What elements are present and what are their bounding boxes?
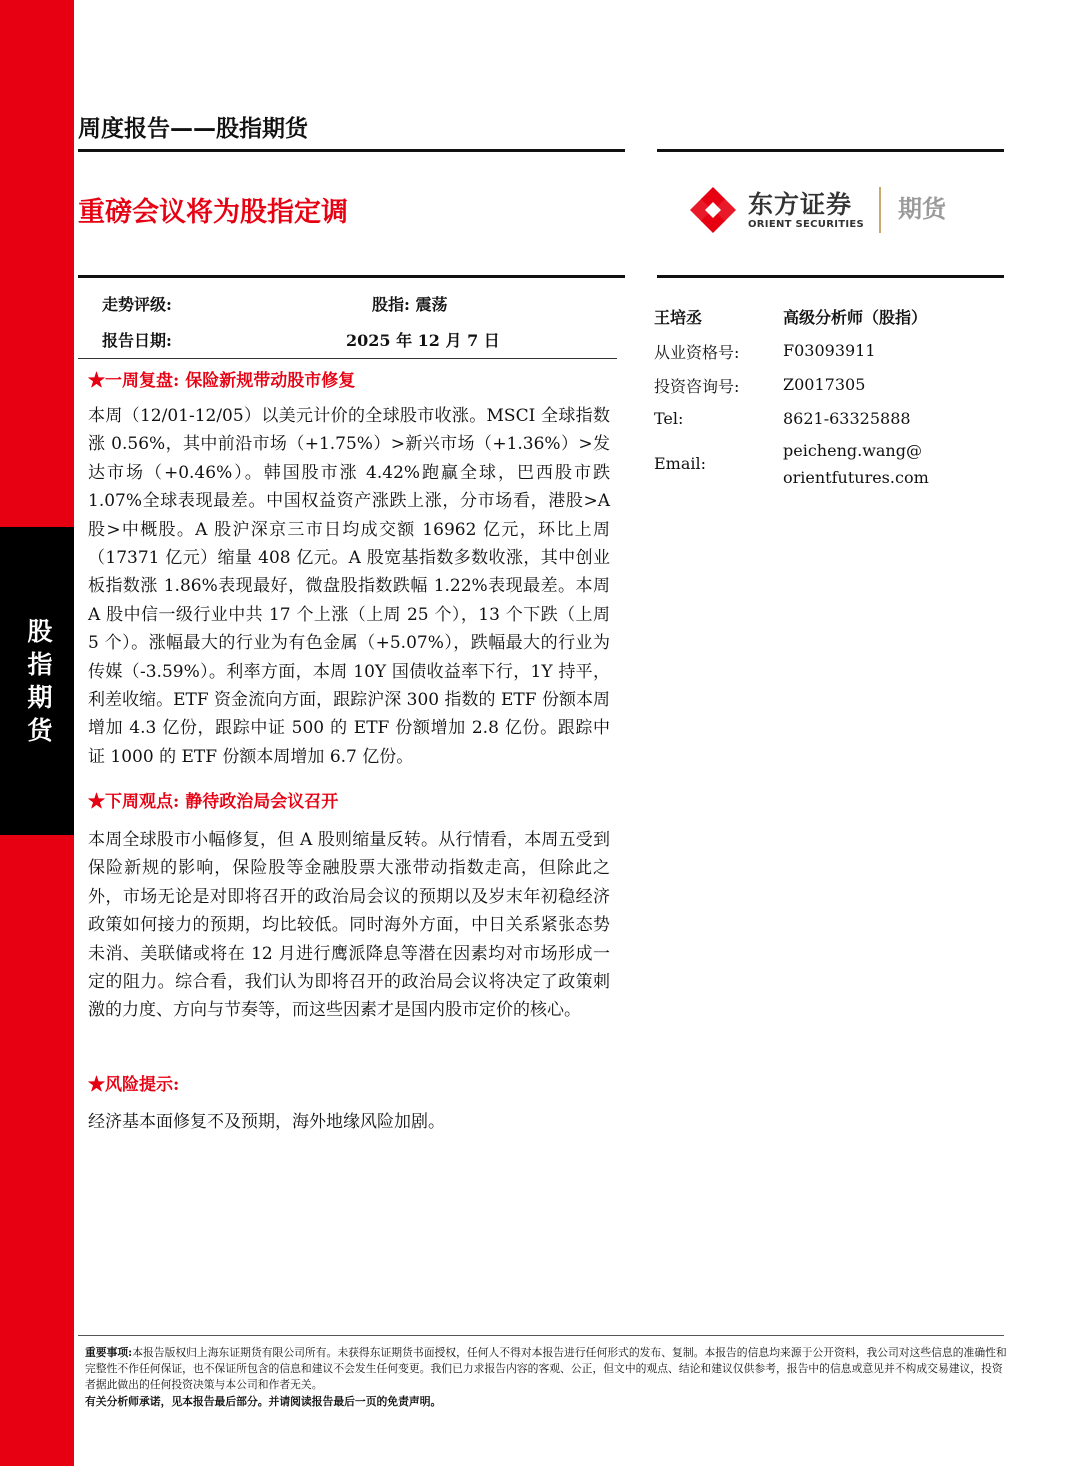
logo-divider xyxy=(879,187,881,233)
page-title: 重磅会议将为股指定调 xyxy=(78,197,348,228)
advisor-value: Z0017305 xyxy=(783,375,866,394)
tel-label: Tel: xyxy=(654,409,684,428)
email-value-line1[interactable]: peicheng.wang@ xyxy=(783,441,922,460)
email-label: Email: xyxy=(654,454,707,473)
side-tag-char: 期 xyxy=(27,683,53,712)
advisor-label: 投资咨询号: xyxy=(654,377,740,396)
cert-label: 从业资格号: xyxy=(654,343,740,362)
analyst-title: 高级分析师（股指） xyxy=(783,308,928,327)
header-rule-left-top xyxy=(78,149,625,152)
header-rule-right-top xyxy=(657,149,1004,152)
section-body-outlook: 本周全球股市小幅修复，但 A 股则缩量反转。从行情看，本周五受到保险新规的影响，保险股等金融股票大涨带动指数走高，但除此之外，市场无论是对即将召开的政治局会议的预期以及岁末年初稳经济政策如何接力的预期，均比较低。同时海外方面，中日关系紧张态势未消、美联储或将在 12 月进行鹰派降息等潜在因素均对市场形成一定的阻力。综合看，我们认为即将召开的政治局会议将决定了政策刺激的力度、方向与节奏等，而这些因素才是国内股市定价的核心。 xyxy=(88,830,610,1021)
footer-notice xyxy=(85,1345,1010,1393)
section-body-risk: 经济基本面修复不及预期，海外地缘风险加剧。 xyxy=(88,1112,445,1132)
section-title-risk: ★风险提示: xyxy=(88,1075,180,1095)
company-logo xyxy=(690,183,960,235)
side-tag-char: 货 xyxy=(27,716,53,745)
side-tag-char: 股 xyxy=(27,617,53,646)
rating-value: 股指: 震荡 xyxy=(372,295,448,314)
section-title-weekly-review: ★一周复盘: 保险新规带动股市修复 xyxy=(88,371,356,391)
rating-label: 走势评级: xyxy=(102,295,172,314)
report-type: 周度报告——股指期货 xyxy=(78,116,308,142)
section-body-weekly-review: 本周（12/01-12/05）以美元计价的全球股市收涨。MSCI 全球指数涨 0.56%，其中前沿市场（+1.75%）>新兴市场（+1.36%）>发达市场（+0.46%）。韩国股市涨 4.42%跑赢全球，巴西股市跌 1.07%全球表现最差。中国权益资产涨跌上涨，分市场看，港股>A 股>中概股。A 股沪深京三市日均成交额 16962 亿元，环比上周（17371 亿元）缩量 408 亿元。A 股宽基指数多数收涨，其中创业板指数涨 1.86%表现最好，微盘股指数跌幅 1.22%表现最差。本周 A 股中信一级行业中共 17 个上涨（上周 25 个），13 个下跌（上周 5 个）。涨幅最大的行业为有色金属（+5.07%），跌幅最大的行业为传媒（-3.59%）。利率方面，本周 10Y 国债收益率下行，1Y 持平，利差收缩。ETF 资金流向方面，跟踪沪深 300 指数的 ETF 份额本周增加 4.3 亿份，跟踪中证 500 的 ETF 份额增加 2.8 亿份。跟踪中证 1000 的 ETF 份额本周增加 6.7 亿份。 xyxy=(88,406,610,767)
cert-value: F03093911 xyxy=(783,341,876,360)
footer-strong-note: 有关分析师承诺，见本报告最后部分。并请阅读报告最后一页的免责声明。 xyxy=(85,1395,442,1408)
date-label: 报告日期: xyxy=(102,331,172,350)
email-value-line2[interactable]: orientfutures.com xyxy=(783,468,929,487)
logo-name-cn: 东方证券 xyxy=(748,190,853,219)
meta-divider xyxy=(78,358,617,359)
logo-mark-icon xyxy=(690,187,736,233)
section-title-outlook: ★下周观点: 静待政治局会议召开 xyxy=(88,792,339,812)
side-category-tag xyxy=(20,615,60,747)
logo-name-en: ORIENT SECURITIES xyxy=(748,219,865,230)
header-rule-right-bottom xyxy=(657,275,1004,278)
analyst-name: 王培丞 xyxy=(654,308,703,327)
footer-rule xyxy=(78,1335,1004,1336)
tel-value: 8621-63325888 xyxy=(783,409,911,428)
side-tag-char: 指 xyxy=(27,650,53,679)
notice-label: 重要事项: xyxy=(85,1346,133,1359)
date-value: 2025 年 12 月 7 日 xyxy=(346,331,500,350)
header-rule-left-bottom xyxy=(78,275,625,278)
logo-division: 期货 xyxy=(898,195,946,223)
notice-text: 本报告版权归上海东证期货有限公司所有。未获得东证期货书面授权，任何人不得对本报告进行任何形式的发布、复制。本报告的信息均来源于公开资料，我公司对这些信息的准确性和完整性不作任何保证，也不保证所包含的信息和建议不会发生任何变更。我们已力求报告内容的客观、公正，但文中的观点、结论和建议仅供参考，报告中的信息或意见并不构成交易建议，投资者据此做出的任何投资决策与本公司和作者无关。 xyxy=(85,1346,1007,1391)
